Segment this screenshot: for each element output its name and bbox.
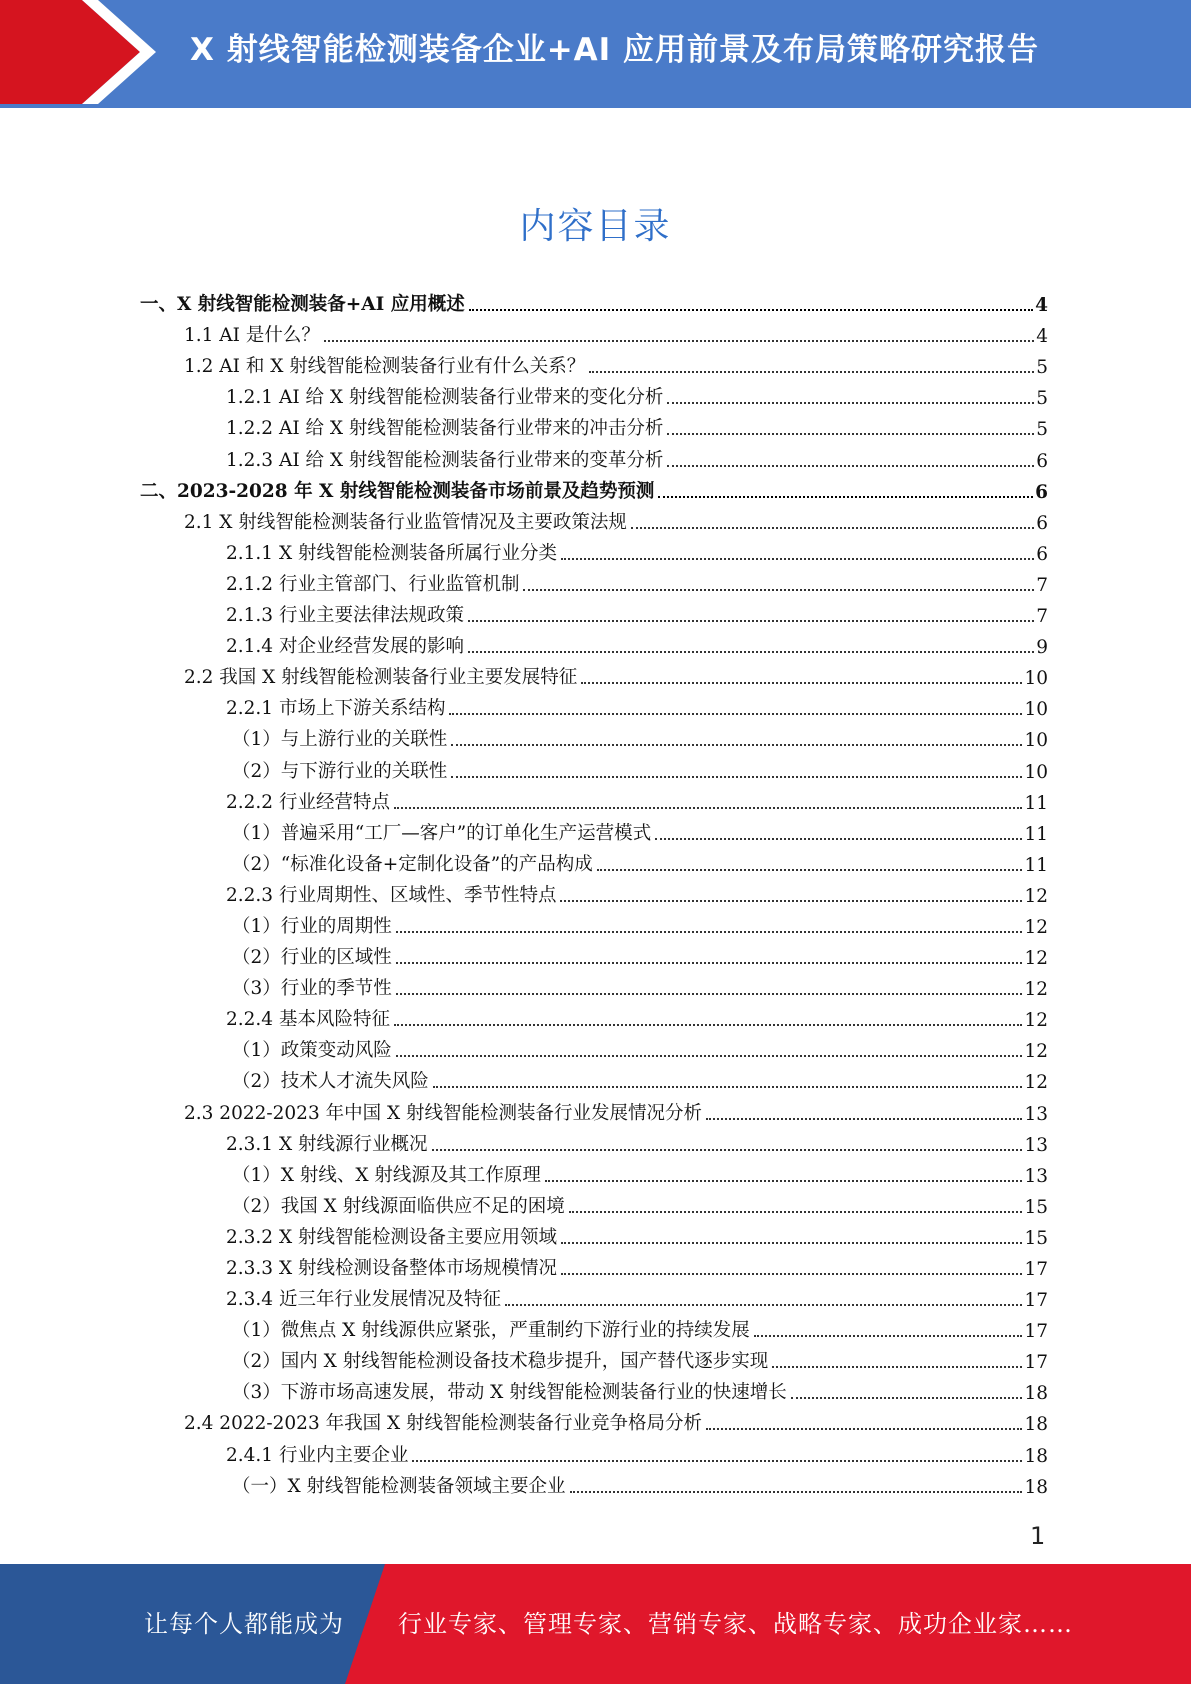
toc-entry[interactable] xyxy=(140,1467,1048,1498)
toc-dot-leader xyxy=(545,1176,1023,1182)
toc-entry-page: 18 xyxy=(1024,1383,1048,1405)
toc-entry[interactable] xyxy=(140,440,1048,471)
toc-dot-leader xyxy=(451,740,1022,746)
toc-entry[interactable] xyxy=(140,285,1048,316)
toc-entry-label: （2）国内 X 射线智能检测设备技术稳步提升，国产替代逐步实现 xyxy=(232,1351,769,1373)
toc-entry[interactable] xyxy=(140,751,1048,782)
toc-entry[interactable] xyxy=(140,1187,1048,1218)
toc-entry-page: 18 xyxy=(1024,1445,1048,1467)
toc-entry[interactable] xyxy=(140,565,1048,596)
toc-entry-page: 10 xyxy=(1024,761,1048,783)
toc-entry-label: 2.2.3 行业周期性、区域性、季节性特点 xyxy=(226,884,557,906)
toc-entry-page: 5 xyxy=(1036,357,1048,379)
page-header xyxy=(0,0,1191,110)
toc-dot-leader xyxy=(589,367,1034,373)
toc-entry[interactable] xyxy=(140,503,1048,534)
toc-entry-page: 12 xyxy=(1024,1041,1048,1063)
toc-dot-leader xyxy=(396,989,1023,995)
toc-dot-leader xyxy=(655,834,1022,840)
toc-entry[interactable] xyxy=(140,1031,1048,1062)
toc-dot-leader xyxy=(451,772,1022,778)
toc-entry[interactable] xyxy=(140,876,1048,907)
toc-entry[interactable] xyxy=(140,378,1048,409)
toc-entry-label: 1.2 AI 和 X 射线智能检测装备行业有什么关系？ xyxy=(184,356,586,378)
page-footer xyxy=(0,1564,1191,1684)
toc-entry[interactable] xyxy=(140,472,1048,503)
toc-dot-leader xyxy=(560,896,1022,902)
toc-dot-leader xyxy=(791,1393,1023,1399)
toc-entry[interactable] xyxy=(140,316,1048,347)
toc-entry[interactable] xyxy=(140,1404,1048,1435)
toc-entry-label: 1.2.2 AI 给 X 射线智能检测装备行业带来的冲击分析 xyxy=(226,418,664,440)
toc-dot-leader xyxy=(706,1424,1022,1430)
toc-entry-label: （2）与下游行业的关联性 xyxy=(232,760,448,782)
footer-tagline: 行业专家、管理专家、营销专家、战略专家、成功企业家…… xyxy=(398,1610,1073,1638)
toc-entry[interactable] xyxy=(140,907,1048,938)
toc-dot-leader xyxy=(667,461,1034,467)
toc-entry[interactable] xyxy=(140,347,1048,378)
toc-entry-label: （2）行业的区域性 xyxy=(232,947,392,969)
toc-entry-label: 一、X 射线智能检测装备+AI 应用概述 xyxy=(140,294,465,316)
toc-dot-leader xyxy=(631,523,1034,529)
toc-dot-leader xyxy=(433,1082,1023,1088)
toc-dot-leader xyxy=(394,803,1022,809)
toc-entry[interactable] xyxy=(140,1249,1048,1280)
toc-entry[interactable] xyxy=(140,409,1048,440)
toc-entry-page: 12 xyxy=(1024,948,1048,970)
toc-entry-label: （1）政策变动风险 xyxy=(232,1040,392,1062)
toc-entry-page: 17 xyxy=(1024,1259,1048,1280)
toc-dot-leader xyxy=(667,398,1034,404)
toc-entry-label: 2.1.3 行业主要法律法规政策 xyxy=(226,605,464,627)
toc-entry-label: （3）行业的季节性 xyxy=(232,978,392,1000)
toc-dot-leader xyxy=(772,1362,1022,1368)
toc-entry[interactable] xyxy=(140,814,1048,845)
toc-entry-page: 17 xyxy=(1024,1352,1048,1374)
table-of-contents xyxy=(140,285,1048,1498)
toc-entry-label: 1.1 AI 是什么？ xyxy=(184,325,320,347)
toc-dot-leader xyxy=(396,927,1023,933)
toc-entry-page: 15 xyxy=(1024,1196,1048,1218)
toc-entry[interactable] xyxy=(140,627,1048,658)
toc-entry-label: 2.1 X 射线智能检测装备行业监管情况及主要政策法规 xyxy=(184,511,627,533)
toc-entry[interactable] xyxy=(140,1093,1048,1124)
toc-entry-label: （1）行业的周期性 xyxy=(232,915,392,937)
toc-entry-page: 12 xyxy=(1024,1072,1048,1094)
page-number: 1 xyxy=(1030,1522,1046,1550)
toc-entry-label: （2）“标准化设备+定制化设备”的产品构成 xyxy=(232,853,593,875)
toc-entry[interactable] xyxy=(140,1311,1048,1342)
toc-entry-label: 2.2.1 市场上下游关系结构 xyxy=(226,698,446,720)
toc-dot-leader xyxy=(569,1207,1023,1213)
toc-entry[interactable] xyxy=(140,1156,1048,1187)
toc-entry-label: （1）普遍采用“工厂—客户”的订单化生产运营模式 xyxy=(232,822,652,844)
toc-entry-label: 2.4.1 行业内主要企业 xyxy=(226,1444,409,1466)
toc-dot-leader xyxy=(432,1145,1023,1151)
toc-entry-page: 10 xyxy=(1024,730,1048,752)
toc-entry-page: 11 xyxy=(1024,823,1048,845)
toc-dot-leader xyxy=(396,1051,1023,1057)
toc-dot-leader xyxy=(754,1331,1023,1337)
toc-entry-label: 2.3.1 X 射线源行业概况 xyxy=(226,1133,428,1155)
toc-entry-label: 二、2023-2028 年 X 射线智能检测装备市场前景及趋势预测 xyxy=(140,480,655,502)
toc-entry-label: 2.3 2022-2023 年中国 X 射线智能检测装备行业发展情况分析 xyxy=(184,1102,703,1124)
toc-entry-label: 2.3.2 X 射线智能检测设备主要应用领域 xyxy=(226,1226,558,1248)
toc-entry-label: 2.3.4 近三年行业发展情况及特征 xyxy=(226,1289,501,1311)
toc-entry-page: 5 xyxy=(1036,419,1048,441)
toc-entry-label: 2.1.2 行业主管部门、行业监管机制 xyxy=(226,573,520,595)
toc-dot-leader xyxy=(561,1238,1022,1244)
toc-entry-page: 12 xyxy=(1024,885,1048,907)
toc-entry-label: 1.2.3 AI 给 X 射线智能检测装备行业带来的变革分析 xyxy=(226,449,664,471)
toc-entry-page: 6 xyxy=(1036,450,1048,472)
toc-entry-page: 7 xyxy=(1036,606,1048,628)
toc-entry-label: 2.2.2 行业经营特点 xyxy=(226,791,390,813)
toc-entry[interactable] xyxy=(140,1125,1048,1156)
toc-entry-page: 4 xyxy=(1036,326,1048,348)
toc-entry-page: 18 xyxy=(1024,1414,1048,1436)
toc-entry-page: 12 xyxy=(1024,916,1048,938)
toc-entry-page: 6 xyxy=(1036,512,1048,534)
toc-entry-page: 10 xyxy=(1024,668,1048,690)
toc-heading: 内容目录 xyxy=(519,206,672,247)
toc-entry[interactable] xyxy=(140,1373,1048,1404)
toc-entry-label: 2.3.3 X 射线检测设备整体市场规模情况 xyxy=(226,1258,558,1279)
toc-entry[interactable] xyxy=(140,1062,1048,1093)
toc-entry[interactable] xyxy=(140,658,1048,689)
toc-entry-page: 6 xyxy=(1035,481,1048,503)
toc-entry[interactable] xyxy=(140,969,1048,1000)
toc-dot-leader xyxy=(581,678,1022,684)
toc-entry[interactable] xyxy=(140,534,1048,565)
toc-entry-page: 13 xyxy=(1024,1103,1048,1125)
toc-entry-page: 12 xyxy=(1024,979,1048,1001)
toc-entry-label: 2.1.4 对企业经营发展的影响 xyxy=(226,636,464,658)
toc-entry-page: 18 xyxy=(1024,1476,1048,1498)
toc-entry[interactable] xyxy=(140,1000,1048,1031)
toc-entry-label: （1）微焦点 X 射线源供应紧张，严重制约下游行业的持续发展 xyxy=(232,1320,750,1342)
toc-entry-page: 17 xyxy=(1024,1290,1048,1312)
toc-entry[interactable] xyxy=(140,596,1048,627)
toc-entry-page: 4 xyxy=(1035,295,1048,317)
toc-entry-label: 2.4 2022-2023 年我国 X 射线智能检测装备行业竞争格局分析 xyxy=(184,1413,703,1435)
toc-entry-page: 13 xyxy=(1024,1134,1048,1156)
toc-dot-leader xyxy=(505,1300,1022,1306)
toc-entry[interactable] xyxy=(140,1342,1048,1373)
toc-dot-leader xyxy=(523,585,1034,591)
toc-entry-label: 2.1.1 X 射线智能检测装备所属行业分类 xyxy=(226,542,558,564)
toc-entry-label: 1.2.1 AI 给 X 射线智能检测装备行业带来的变化分析 xyxy=(226,387,664,409)
toc-dot-leader xyxy=(412,1456,1022,1462)
toc-dot-leader xyxy=(396,958,1023,964)
toc-entry[interactable] xyxy=(140,1280,1048,1311)
toc-entry-page: 17 xyxy=(1024,1321,1048,1343)
toc-entry-page: 9 xyxy=(1036,637,1048,659)
toc-entry[interactable] xyxy=(140,845,1048,876)
toc-entry-label: （3）下游市场高速发展，带动 X 射线智能检测装备行业的快速增长 xyxy=(232,1382,787,1404)
report-title: X 射线智能检测装备企业+AI 应用前景及布局策略研究报告 xyxy=(190,32,1039,68)
toc-entry-page: 11 xyxy=(1024,854,1048,876)
toc-entry-page: 11 xyxy=(1024,792,1048,814)
toc-entry-page: 6 xyxy=(1036,543,1048,565)
toc-entry-page: 7 xyxy=(1036,574,1048,596)
toc-dot-leader xyxy=(324,336,1034,342)
toc-entry[interactable] xyxy=(140,783,1048,814)
toc-entry-label: （2）技术人才流失风险 xyxy=(232,1071,429,1093)
toc-dot-leader xyxy=(449,709,1022,715)
toc-dot-leader xyxy=(469,305,1033,311)
toc-entry-label: （1）X 射线、X 射线源及其工作原理 xyxy=(232,1164,541,1186)
toc-dot-leader xyxy=(394,1020,1022,1026)
toc-dot-leader xyxy=(468,647,1034,653)
toc-entry-page: 13 xyxy=(1024,1165,1048,1187)
toc-dot-leader xyxy=(561,554,1034,560)
footer-slogan: 让每个人都能成为 xyxy=(144,1610,344,1638)
toc-entry-label: 2.2 我国 X 射线智能检测装备行业主要发展特征 xyxy=(184,667,578,689)
toc-dot-leader xyxy=(658,492,1033,498)
toc-dot-leader xyxy=(561,1269,1022,1275)
toc-entry-page: 5 xyxy=(1036,388,1048,410)
toc-entry[interactable] xyxy=(140,689,1048,720)
toc-entry-page: 12 xyxy=(1024,1010,1048,1032)
toc-entry-label: （一）X 射线智能检测装备领域主要企业 xyxy=(232,1475,566,1497)
toc-dot-leader xyxy=(667,429,1034,435)
toc-entry-label: （2）我国 X 射线源面临供应不足的困境 xyxy=(232,1195,565,1217)
toc-dot-leader xyxy=(570,1487,1023,1493)
toc-dot-leader xyxy=(706,1114,1022,1120)
toc-entry[interactable] xyxy=(140,720,1048,751)
toc-entry[interactable] xyxy=(140,938,1048,969)
toc-entry-label: （1）与上游行业的关联性 xyxy=(232,729,448,751)
toc-entry[interactable] xyxy=(140,1218,1048,1249)
toc-dot-leader xyxy=(468,616,1034,622)
toc-dot-leader xyxy=(597,865,1023,871)
toc-entry-label: 2.2.4 基本风险特征 xyxy=(226,1009,390,1031)
toc-entry[interactable] xyxy=(140,1435,1048,1466)
toc-entry-page: 10 xyxy=(1024,699,1048,721)
toc-entry-page: 15 xyxy=(1024,1227,1048,1249)
